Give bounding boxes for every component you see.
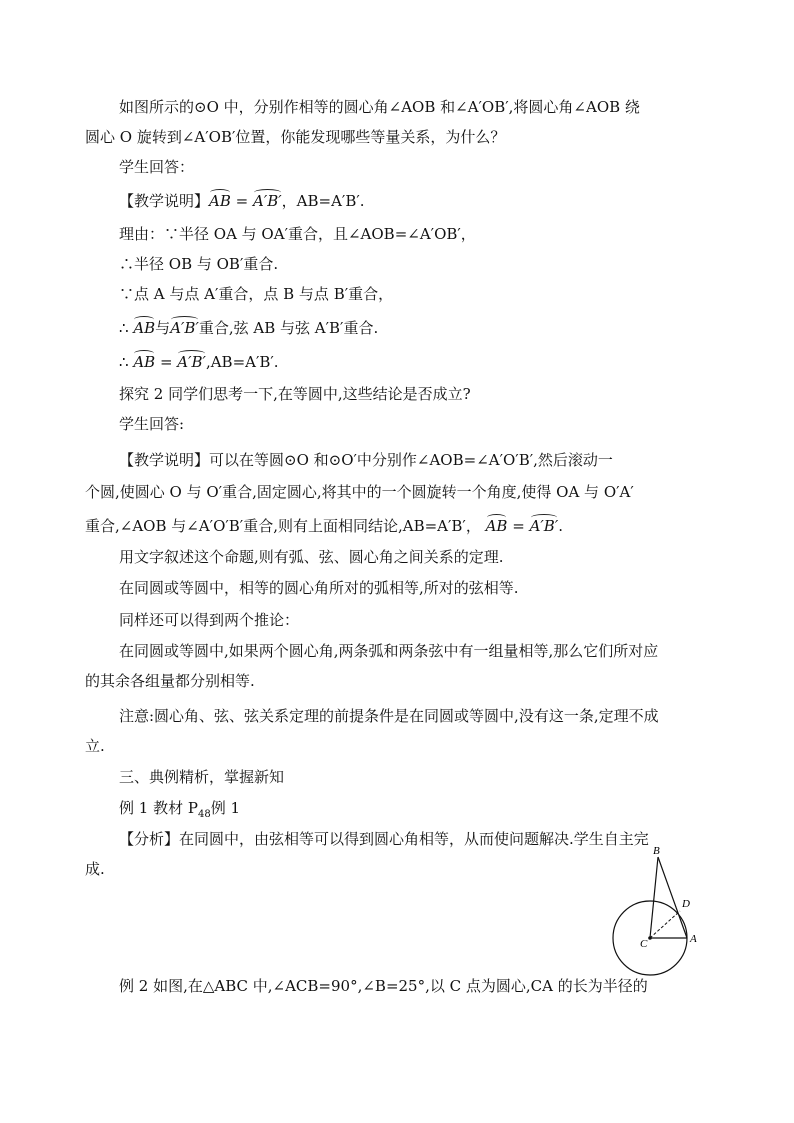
teaching-note-2-line-1: 【教学说明】可以在等圆⊙O 和⊙O′中分别作∠AOB=∠A′O′B′,然后滚动一 [119,451,613,469]
arc-ab: AB [209,192,231,210]
example-1-suffix: 例 1 [210,799,240,817]
corollary-line-2: 的其余各组量都分别相等. [85,672,255,690]
student-answer-2: 学生回答: [119,415,185,433]
arc-a-prime-b-prime: A′B′ [252,192,282,210]
segment-cb [650,857,658,938]
paragraph-1-line-1: 如图所示的⊙O 中，分别作相等的圆心角∠AOB 和∠A′OB′,将圆心角∠AOB 绕 [119,98,640,116]
section-heading-3: 三、典例精析，掌握新知 [119,768,285,786]
connector-text: 与 [155,319,171,337]
label-c: C [640,938,648,950]
arcs-coincide-line [0,318,794,338]
page-subscript: 48 [197,809,211,820]
teaching-note-rest: ，AB=A′B′. [281,192,365,210]
arc-ab: AB [133,353,156,371]
equals-sign: = [155,353,178,371]
period: . [558,517,564,535]
example-1-text: 例 1 教材 P [119,799,198,817]
teaching-note-1 [0,191,794,211]
teaching-note-label: 【教学说明】 [119,192,210,210]
teaching-note-2-line-3 [0,516,794,536]
explore-2: 探究 2 同学们思考一下,在等圆中,这些结论是否成立? [119,385,471,403]
analysis-line-2: 成. [85,860,105,878]
arc-a-prime-b-prime: A′B′ [529,517,559,535]
arcs-equal-rest: ,AB=A′B′. [205,353,279,371]
arc-ab: AB [485,517,508,535]
corollary-intro: 同样还可以得到两个推论： [119,611,300,629]
arc-a-prime-b-prime: A′B′ [170,319,199,337]
label-d: D [682,898,690,910]
conclusion-radius: ∴半径 OB 与 OB′重合. [119,255,279,273]
note-line-1: 注意:圆心角、弦、弦关系定理的前提条件是在同圆或等圆中,没有这一条,定理不成 [119,707,659,725]
equals-sign: = [230,192,253,210]
teaching-note-2-line-2: 个圆,使圆心 O 与 O′重合,固定圆心,将其中的一个圆旋转一个角度,使得 OA 与 O′A′ [85,483,634,501]
corollary-line-1: 在同圆或等圆中,如果两个圆心角,两条弧和两条弦中有一组量相等,那么它们所对应 [119,642,659,660]
therefore-symbol: ∴ [119,353,134,371]
teaching-note-2-text: 重合,∠AOB 与∠A′O′B′重合,则有上面相同结论,AB=A′B′， [85,517,486,535]
theorem-intro: 用文字叙述这个命题,则有弧、弦、圆心角之间关系的定理. [119,548,504,566]
paragraph-1-line-2: 圆心 O 旋转到∠A′OB′位置，你能发现哪些等量关系，为什么？ [85,128,506,146]
note-line-2: 立. [85,737,105,755]
segment-cd-dashed [650,911,680,938]
arcs-coincide-rest: 重合,弦 AB 与弦 A′B′重合. [198,319,379,337]
arc-ab: AB [133,319,156,337]
student-answer-1: 学生回答： [119,158,195,176]
label-a: A [690,933,697,945]
reason-line: 理由：∵半径 OA 与 OA′重合，且∠AOB=∠A′OB′， [119,225,476,243]
therefore-symbol: ∴ [119,319,134,337]
example-2: 例 2 如图,在△ABC 中,∠ACB=90°,∠B=25°,以 C 点为圆心,CA 的长为半径的 [119,977,648,995]
example-1 [0,798,794,825]
analysis-line-1: 【分析】在同圆中，由弦相等可以得到圆心角相等，从而使问题解决.学生自主完 [119,830,649,848]
label-b: B [653,845,660,857]
arcs-equal-line [0,352,794,372]
geometry-figure [600,840,720,980]
equals-sign: = [507,517,530,535]
arc-a-prime-b-prime: A′B′ [177,353,206,371]
theorem-statement: 在同圆或等圆中，相等的圆心角所对的弧相等,所对的弦相等. [119,579,519,597]
center-point [648,936,652,940]
points-coincide: ∵点 A 与点 A′重合，点 B 与点 B′重合， [119,285,394,303]
